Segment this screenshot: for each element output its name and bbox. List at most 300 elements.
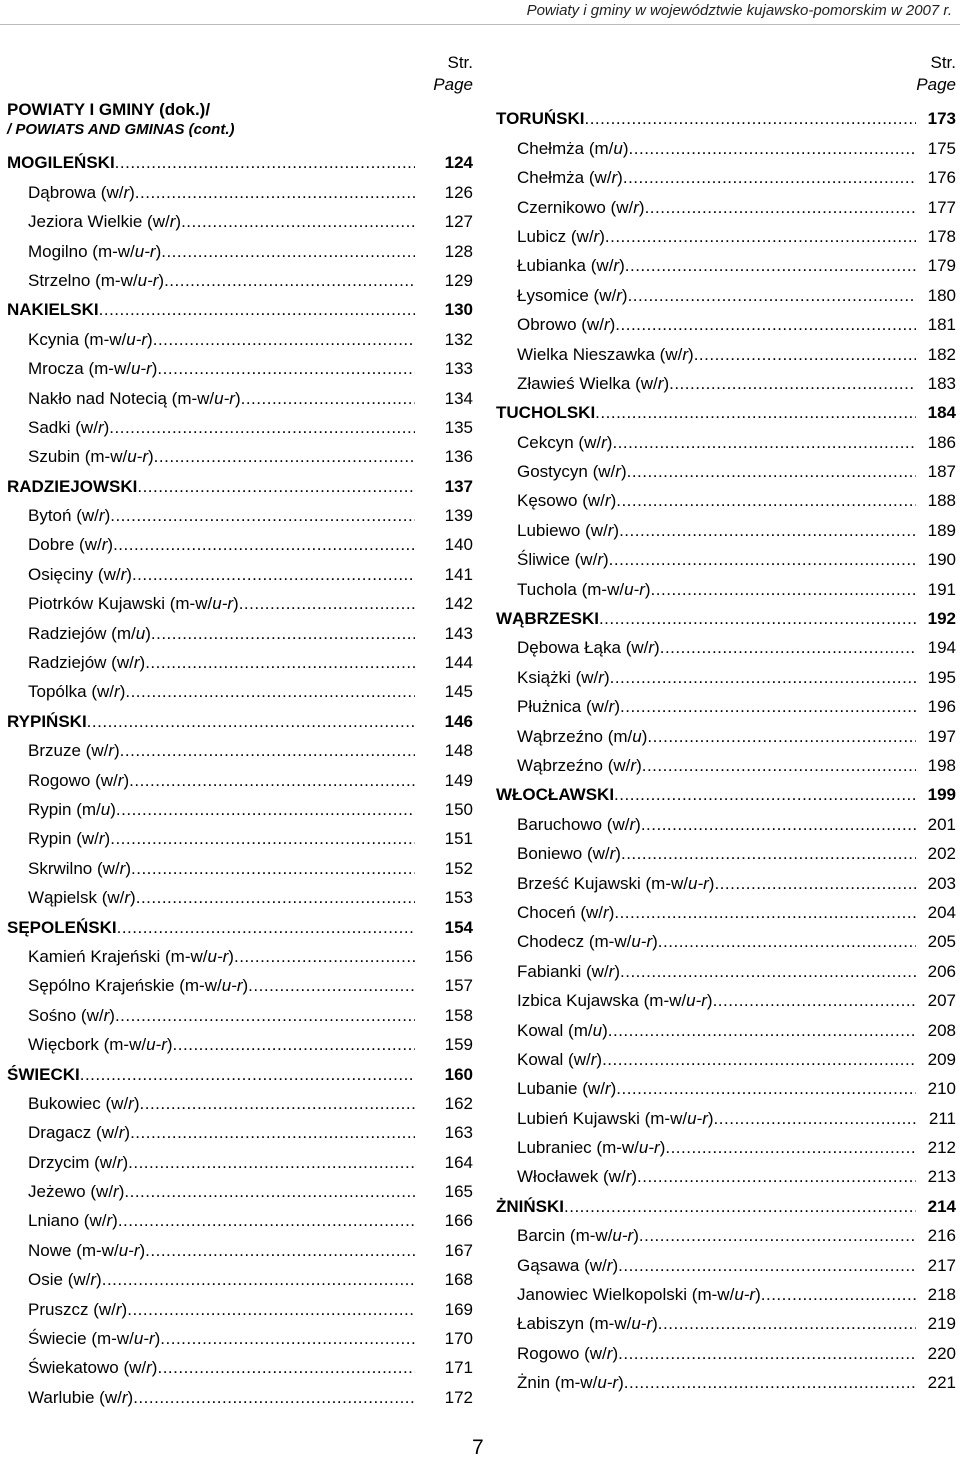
entry-name: Izbica Kujawska [517, 991, 639, 1011]
entry-name: Rypin [28, 799, 72, 819]
entry-page-number: 221 [927, 1373, 956, 1393]
dot-leader [612, 432, 916, 453]
toc-entry-powiat [7, 908, 473, 937]
entry-type: w/r [86, 1005, 110, 1025]
entry-name: Piotrków Kujawski [28, 594, 165, 614]
entry-name: Jeżewo [28, 1182, 86, 1202]
dot-leader [660, 637, 916, 658]
column-header [7, 52, 473, 100]
entry-label: Zławieś Wielka (w/r) [517, 373, 670, 393]
toc-entry-gmina [496, 511, 956, 540]
toc-entry-gmina [496, 629, 956, 658]
toc-entry-gmina [7, 203, 473, 232]
entry-type: m-w/u-r [651, 873, 709, 893]
entry-label: Wielka Nieszawka (w/r) [517, 344, 694, 364]
dot-leader [87, 711, 415, 732]
entry-name: Chodecz [517, 932, 585, 952]
dot-leader [131, 858, 415, 879]
entry-page-number: 169 [444, 1299, 473, 1319]
toc-entry-gmina [7, 673, 473, 702]
entry-page-number: 160 [444, 1064, 473, 1084]
entry-page-number: 214 [927, 1196, 956, 1216]
toc-entry-gmina [496, 159, 956, 188]
entry-label: Lniano (w/r) [28, 1211, 118, 1231]
toc-entry-gmina [7, 644, 473, 673]
entry-page-number: 201 [927, 814, 956, 834]
entry-page-number: 195 [927, 667, 956, 687]
entry-type: w/r [586, 315, 610, 335]
entry-label: Topólka (w/r) [28, 682, 126, 702]
entry-page-number: 203 [927, 873, 956, 893]
toc-entry-gmina [7, 614, 473, 643]
dot-leader [647, 726, 916, 747]
entry-label: Obrowo (w/r) [517, 315, 616, 335]
entry-type: w/r [89, 1211, 113, 1231]
entry-label: Lubanie (w/r) [517, 1079, 617, 1099]
entry-label: Rogowo (w/r) [517, 1343, 619, 1363]
dot-leader [115, 152, 415, 173]
toc-entry-gmina [496, 129, 956, 158]
entry-label: Choceń (w/r) [517, 902, 615, 922]
entry-label: Wąbrzeźno (m/u) [517, 726, 648, 746]
dot-leader [133, 1387, 415, 1408]
entry-name: RYPIŃSKI [7, 711, 87, 731]
page-label: Page [916, 75, 956, 94]
entry-name: Bukowiec [28, 1093, 101, 1113]
entry-type: w/r [592, 844, 616, 864]
dot-leader [621, 843, 916, 864]
toc-entry-gmina [496, 717, 956, 746]
entry-name: TUCHOLSKI [496, 403, 596, 423]
entry-name: Sośno [28, 1005, 77, 1025]
dot-leader [80, 1064, 415, 1085]
dot-leader [614, 784, 916, 805]
entry-type: m-w/u-r [587, 579, 645, 599]
dot-leader [642, 755, 916, 776]
toc-entry-powiat [7, 702, 473, 731]
toc-entry-gmina [7, 1378, 473, 1407]
entry-name: Fabianki [517, 961, 582, 981]
entry-page-number: 192 [927, 609, 956, 629]
entry-page-number: 165 [444, 1182, 473, 1202]
entry-label [496, 1196, 564, 1217]
entry-name: Osięciny [28, 564, 94, 584]
entry-name: Włocławek [517, 1167, 599, 1187]
toc-entry-gmina [496, 1334, 956, 1363]
entry-page-number: 151 [444, 829, 473, 849]
entry-name: Brzuze [28, 741, 81, 761]
entry-page-number: 196 [927, 697, 956, 717]
toc-list-left [7, 144, 473, 1408]
entry-name: Radziejów [28, 623, 107, 643]
entry-page-number: 182 [927, 344, 956, 364]
entry-type: w/r [102, 858, 126, 878]
entry-page-number: 157 [444, 976, 473, 996]
toc-entry-gmina [496, 747, 956, 776]
dot-leader [241, 388, 415, 409]
dot-leader [624, 1372, 916, 1393]
entry-page-number: 188 [927, 491, 956, 511]
entry-label: Książki (w/r) [517, 667, 610, 687]
entry-label: Chodecz (m-w/u-r) [517, 932, 658, 952]
dot-leader [616, 1078, 916, 1099]
entry-label: Nowe (m-w/u-r) [28, 1240, 146, 1260]
entry-page-number: 216 [927, 1226, 956, 1246]
entry-label: Radziejów (w/r) [28, 653, 146, 673]
toc-entry-gmina [496, 1011, 956, 1040]
entry-page-number: 142 [444, 594, 473, 614]
section-heading [7, 100, 473, 140]
entry-page-number: 178 [927, 226, 956, 246]
entry-page-number: 144 [444, 653, 473, 673]
toc-entry-gmina [7, 1231, 473, 1260]
entry-page-number: 219 [927, 1314, 956, 1334]
entry-label: Sadki (w/r) [28, 417, 110, 437]
toc-entry-gmina [496, 805, 956, 834]
toc-entry-gmina [7, 1320, 473, 1349]
entry-page-number: 146 [444, 711, 473, 731]
entry-type: m/u [594, 138, 623, 158]
entry-label: Szubin (m-w/u-r) [28, 447, 154, 467]
entry-name: Bytoń [28, 506, 72, 526]
entry-name: Wąbrzeźno [517, 755, 603, 775]
toc-entry-gmina [496, 1217, 956, 1246]
entry-page-number: 186 [927, 432, 956, 452]
entry-type: w/r [100, 770, 124, 790]
entry-label: Osięciny (w/r) [28, 564, 132, 584]
entry-page-number: 206 [927, 961, 956, 981]
entry-type: w/r [107, 888, 131, 908]
entry-label: Kęsowo (w/r) [517, 491, 617, 511]
entry-name: Świekatowo [28, 1358, 119, 1378]
dot-leader [564, 1196, 916, 1217]
entry-label: Łabiszyn (m-w/u-r) [517, 1314, 658, 1334]
entry-type: w/r [665, 344, 689, 364]
entry-label: Chełmża (w/r) [517, 168, 623, 188]
entry-label [7, 476, 137, 497]
entry-type: w/r [640, 373, 664, 393]
toc-entry-gmina [496, 1276, 956, 1305]
entry-type: w/r [612, 814, 636, 834]
entry-label: Dębowa Łąka (w/r) [517, 638, 660, 658]
entry-name: ŚWIECKI [7, 1064, 80, 1084]
entry-type: w/r [101, 1123, 125, 1143]
entry-name: Gąsawa [517, 1255, 580, 1275]
dot-leader [234, 946, 415, 967]
entry-page-number: 171 [444, 1358, 473, 1378]
entry-type: w/r [599, 285, 622, 305]
entry-type: m-w/u-r [170, 946, 229, 966]
entry-label: Włocławek (w/r) [517, 1167, 637, 1187]
dot-leader [154, 446, 415, 467]
entry-label: Żnin (m-w/u-r) [517, 1373, 624, 1393]
dot-leader [713, 990, 916, 1011]
entry-type: w/r [111, 1093, 134, 1113]
entry-type: m-w/u-r [575, 1226, 634, 1246]
toc-entry-gmina [496, 923, 956, 952]
dot-leader [628, 285, 916, 306]
entry-page-number: 187 [927, 462, 956, 482]
dot-leader [161, 241, 415, 262]
toc-entry-gmina [7, 1114, 473, 1143]
dot-leader [115, 1005, 415, 1026]
entry-name: WŁOCŁAWSKI [496, 785, 615, 805]
entry-name: Chełmża [517, 138, 585, 158]
toc-entry-gmina [7, 1085, 473, 1114]
toc-entry-powiat [7, 291, 473, 320]
entry-page-number: 167 [444, 1240, 473, 1260]
entry-label: Bytoń (w/r) [28, 506, 111, 526]
entry-type: w/r [81, 829, 105, 849]
entry-type: m-w/u-r [109, 1035, 167, 1055]
dot-leader [136, 887, 415, 908]
entry-label [496, 608, 599, 629]
toc-entry-gmina [7, 409, 473, 438]
entry-type: m-w/u-r [94, 359, 152, 379]
entry-type: m/u [81, 799, 111, 819]
entry-page-number: 177 [927, 197, 956, 217]
dot-leader [623, 167, 916, 188]
entry-type: m/u [573, 1020, 603, 1040]
entry-type: m-w/u-r [594, 1314, 653, 1334]
entry-label [496, 784, 614, 805]
entry-type: m/u [116, 623, 146, 643]
toc-entry-gmina [496, 1364, 956, 1393]
entry-type: m-w/u-r [89, 329, 148, 349]
dot-leader [658, 1313, 916, 1334]
toc-entry-gmina [7, 555, 473, 584]
entry-name: Warlubie [28, 1387, 95, 1407]
entry-page-number: 137 [444, 476, 473, 496]
toc-entry-gmina [496, 423, 956, 452]
dot-leader [714, 1108, 916, 1129]
entry-type: m-w/u-r [177, 388, 235, 408]
entry-name: Nowe [28, 1240, 72, 1260]
toc-entry-gmina [496, 1070, 956, 1099]
entry-name: Płużnica [517, 697, 582, 717]
dot-leader [127, 1299, 415, 1320]
dot-leader [714, 873, 916, 894]
entry-page-number: 194 [927, 638, 956, 658]
entry-page-number: 143 [444, 623, 473, 643]
entry-page-number: 153 [444, 888, 473, 908]
entry-page-number: 129 [444, 270, 473, 290]
toc-entry-gmina [7, 1173, 473, 1202]
entry-label: Śliwice (w/r) [517, 550, 609, 570]
entry-type: w/r [594, 168, 618, 188]
entry-name: Barcin [517, 1226, 566, 1246]
entry-label: Łysomice (w/r) [517, 285, 628, 305]
entry-label: Strzelno (m-w/u-r) [28, 270, 165, 290]
toc-entry-gmina [7, 232, 473, 261]
entry-page-number: 127 [444, 212, 473, 232]
entry-name: Topólka [28, 682, 87, 702]
dot-leader [124, 1181, 415, 1202]
toc-entry-gmina [496, 982, 956, 1011]
toc-entry-powiat [496, 776, 956, 805]
toc-entry-gmina [7, 849, 473, 878]
entry-name: Mogilno [28, 241, 88, 261]
entry-name: Wąpielsk [28, 888, 97, 908]
entry-page-number: 199 [927, 785, 956, 805]
running-header: Powiaty i gminy w województwie kujawsko-pomorskim w 2007 r. [0, 0, 960, 25]
dot-leader [665, 1137, 916, 1158]
toc-entry-gmina [496, 1305, 956, 1334]
entry-type: w/r [73, 1270, 97, 1290]
entry-name: Żnin [517, 1373, 551, 1393]
dot-leader [135, 182, 415, 203]
page-number: 7 [472, 1436, 484, 1459]
entry-type: m-w/u-r [100, 270, 159, 290]
entry-type: w/r [598, 462, 621, 482]
dot-leader [160, 1328, 415, 1349]
entry-name: Lubień Kujawski [517, 1108, 640, 1128]
entry-name: Mrocza [28, 359, 84, 379]
entry-page-number: 170 [444, 1329, 473, 1349]
dot-leader [153, 329, 415, 350]
dot-leader [616, 490, 916, 511]
entry-label: Brzuze (w/r) [28, 741, 120, 761]
entry-name: ŻNIŃSKI [496, 1196, 564, 1216]
dot-leader [641, 814, 916, 835]
entry-page-number: 173 [927, 109, 956, 129]
entry-type: w/r [573, 1049, 597, 1069]
entry-label: Łubianka (w/r) [517, 256, 625, 276]
entry-page-number: 176 [927, 168, 956, 188]
entry-label: Izbica Kujawska (m-w/u-r) [517, 991, 713, 1011]
entry-name: Radziejów [28, 653, 107, 673]
entry-page-number: 183 [927, 373, 956, 393]
dot-leader [248, 975, 415, 996]
dot-leader [157, 1357, 415, 1378]
entry-label: Sępólno Krajeńskie (m-w/u-r) [28, 976, 249, 996]
entry-page-number: 154 [444, 917, 473, 937]
entry-type: w/r [586, 902, 609, 922]
entry-type: w/r [576, 226, 600, 246]
entry-page-number: 218 [927, 1285, 956, 1305]
entry-name: Jeziora Wielkie [28, 212, 143, 232]
entry-page-number: 128 [444, 241, 473, 261]
entry-name: Kcynia [28, 329, 80, 349]
toc-entry-gmina [496, 453, 956, 482]
entry-label: Czernikowo (w/r) [517, 197, 645, 217]
entry-label: Rypin (w/r) [28, 829, 111, 849]
entry-type: w/r [96, 1182, 119, 1202]
entry-page-number: 145 [444, 682, 473, 702]
entry-name: Książki [517, 667, 571, 687]
entry-page-number: 184 [927, 403, 956, 423]
entry-type: w/r [587, 491, 611, 511]
entry-label: Kowal (w/r) [517, 1049, 603, 1069]
entry-label [7, 152, 115, 173]
entry-name: Rogowo [28, 770, 91, 790]
entry-type: w/r [589, 1255, 613, 1275]
entry-page-number: 190 [927, 550, 956, 570]
entry-label: Radziejów (m/u) [28, 623, 151, 643]
entry-label: Cekcyn (w/r) [517, 432, 613, 452]
toc-entry-gmina [496, 541, 956, 570]
entry-page-number: 172 [444, 1387, 473, 1407]
entry-type: w/r [616, 197, 639, 217]
dot-leader [116, 799, 415, 820]
dot-leader [639, 1225, 916, 1246]
entry-type: w/r [580, 550, 603, 570]
entry-page-number: 156 [444, 946, 473, 966]
dot-leader [145, 1240, 415, 1261]
entry-name: Sadki [28, 417, 71, 437]
entry-label: Pruszcz (w/r) [28, 1299, 128, 1319]
entry-type: w/r [98, 1299, 122, 1319]
entry-page-number: 209 [927, 1049, 956, 1069]
dot-leader [608, 1020, 916, 1041]
entry-name: Chełmża [517, 168, 585, 188]
entry-type: w/r [608, 1167, 632, 1187]
entry-page-number: 197 [927, 726, 956, 746]
dot-leader [614, 902, 916, 923]
entry-label: Warlubie (w/r) [28, 1387, 134, 1407]
entry-page-number: 163 [444, 1123, 473, 1143]
entry-label: Lubraniec (m-w/u-r) [517, 1138, 666, 1158]
entry-label: Piotrków Kujawski (m-w/u-r) [28, 594, 239, 614]
toc-entry-gmina [496, 218, 956, 247]
entry-label: Baruchowo (w/r) [517, 814, 641, 834]
toc-entry-gmina [496, 1041, 956, 1070]
toc-entry-gmina [7, 938, 473, 967]
dot-leader [118, 1210, 415, 1231]
entry-name: Śliwice [517, 550, 570, 570]
entry-label: Sośno (w/r) [28, 1005, 115, 1025]
dot-leader [694, 344, 916, 365]
entry-label: Tuchola (m-w/u-r) [517, 579, 651, 599]
dot-leader [619, 520, 916, 541]
entry-name: Baruchowo [517, 814, 603, 834]
column-header [496, 52, 956, 100]
entry-page-number: 139 [444, 506, 473, 526]
toc-entry-gmina [7, 585, 473, 614]
entry-name: Tuchola [517, 579, 577, 599]
entry-label: Boniewo (w/r) [517, 844, 621, 864]
toc-entry-gmina [7, 732, 473, 761]
entry-label: Płużnica (w/r) [517, 697, 621, 717]
toc-entry-gmina [496, 482, 956, 511]
entry-page-number: 133 [444, 359, 473, 379]
entry-page-number: 211 [928, 1108, 956, 1128]
toc-entry-gmina [496, 365, 956, 394]
toc-entry-powiat [496, 394, 956, 423]
entry-page-number: 148 [444, 741, 473, 761]
entry-page-number: 212 [927, 1138, 956, 1158]
entry-type: w/r [591, 697, 615, 717]
entry-label: Wąpielsk (w/r) [28, 888, 136, 908]
entry-label: Lubień Kujawski (m-w/u-r) [517, 1108, 714, 1128]
entry-type: w/r [104, 1387, 128, 1407]
entry-type: w/r [116, 653, 140, 673]
dot-leader [627, 461, 916, 482]
entry-label: Rogowo (w/r) [28, 770, 130, 790]
entry-label: Świekatowo (w/r) [28, 1358, 158, 1378]
entry-name: Wielka Nieszawka [517, 344, 655, 364]
dot-leader [120, 740, 415, 761]
toc-entry-gmina [496, 658, 956, 687]
dot-leader [113, 534, 415, 555]
dot-leader [629, 138, 916, 159]
entry-type: w/r [581, 667, 604, 687]
entry-name: Lubraniec [517, 1138, 592, 1158]
dot-leader [151, 623, 415, 644]
toc-entry-gmina [7, 350, 473, 379]
entry-label: Mogilno (m-w/u-r) [28, 241, 162, 261]
dot-leader [618, 1255, 916, 1276]
